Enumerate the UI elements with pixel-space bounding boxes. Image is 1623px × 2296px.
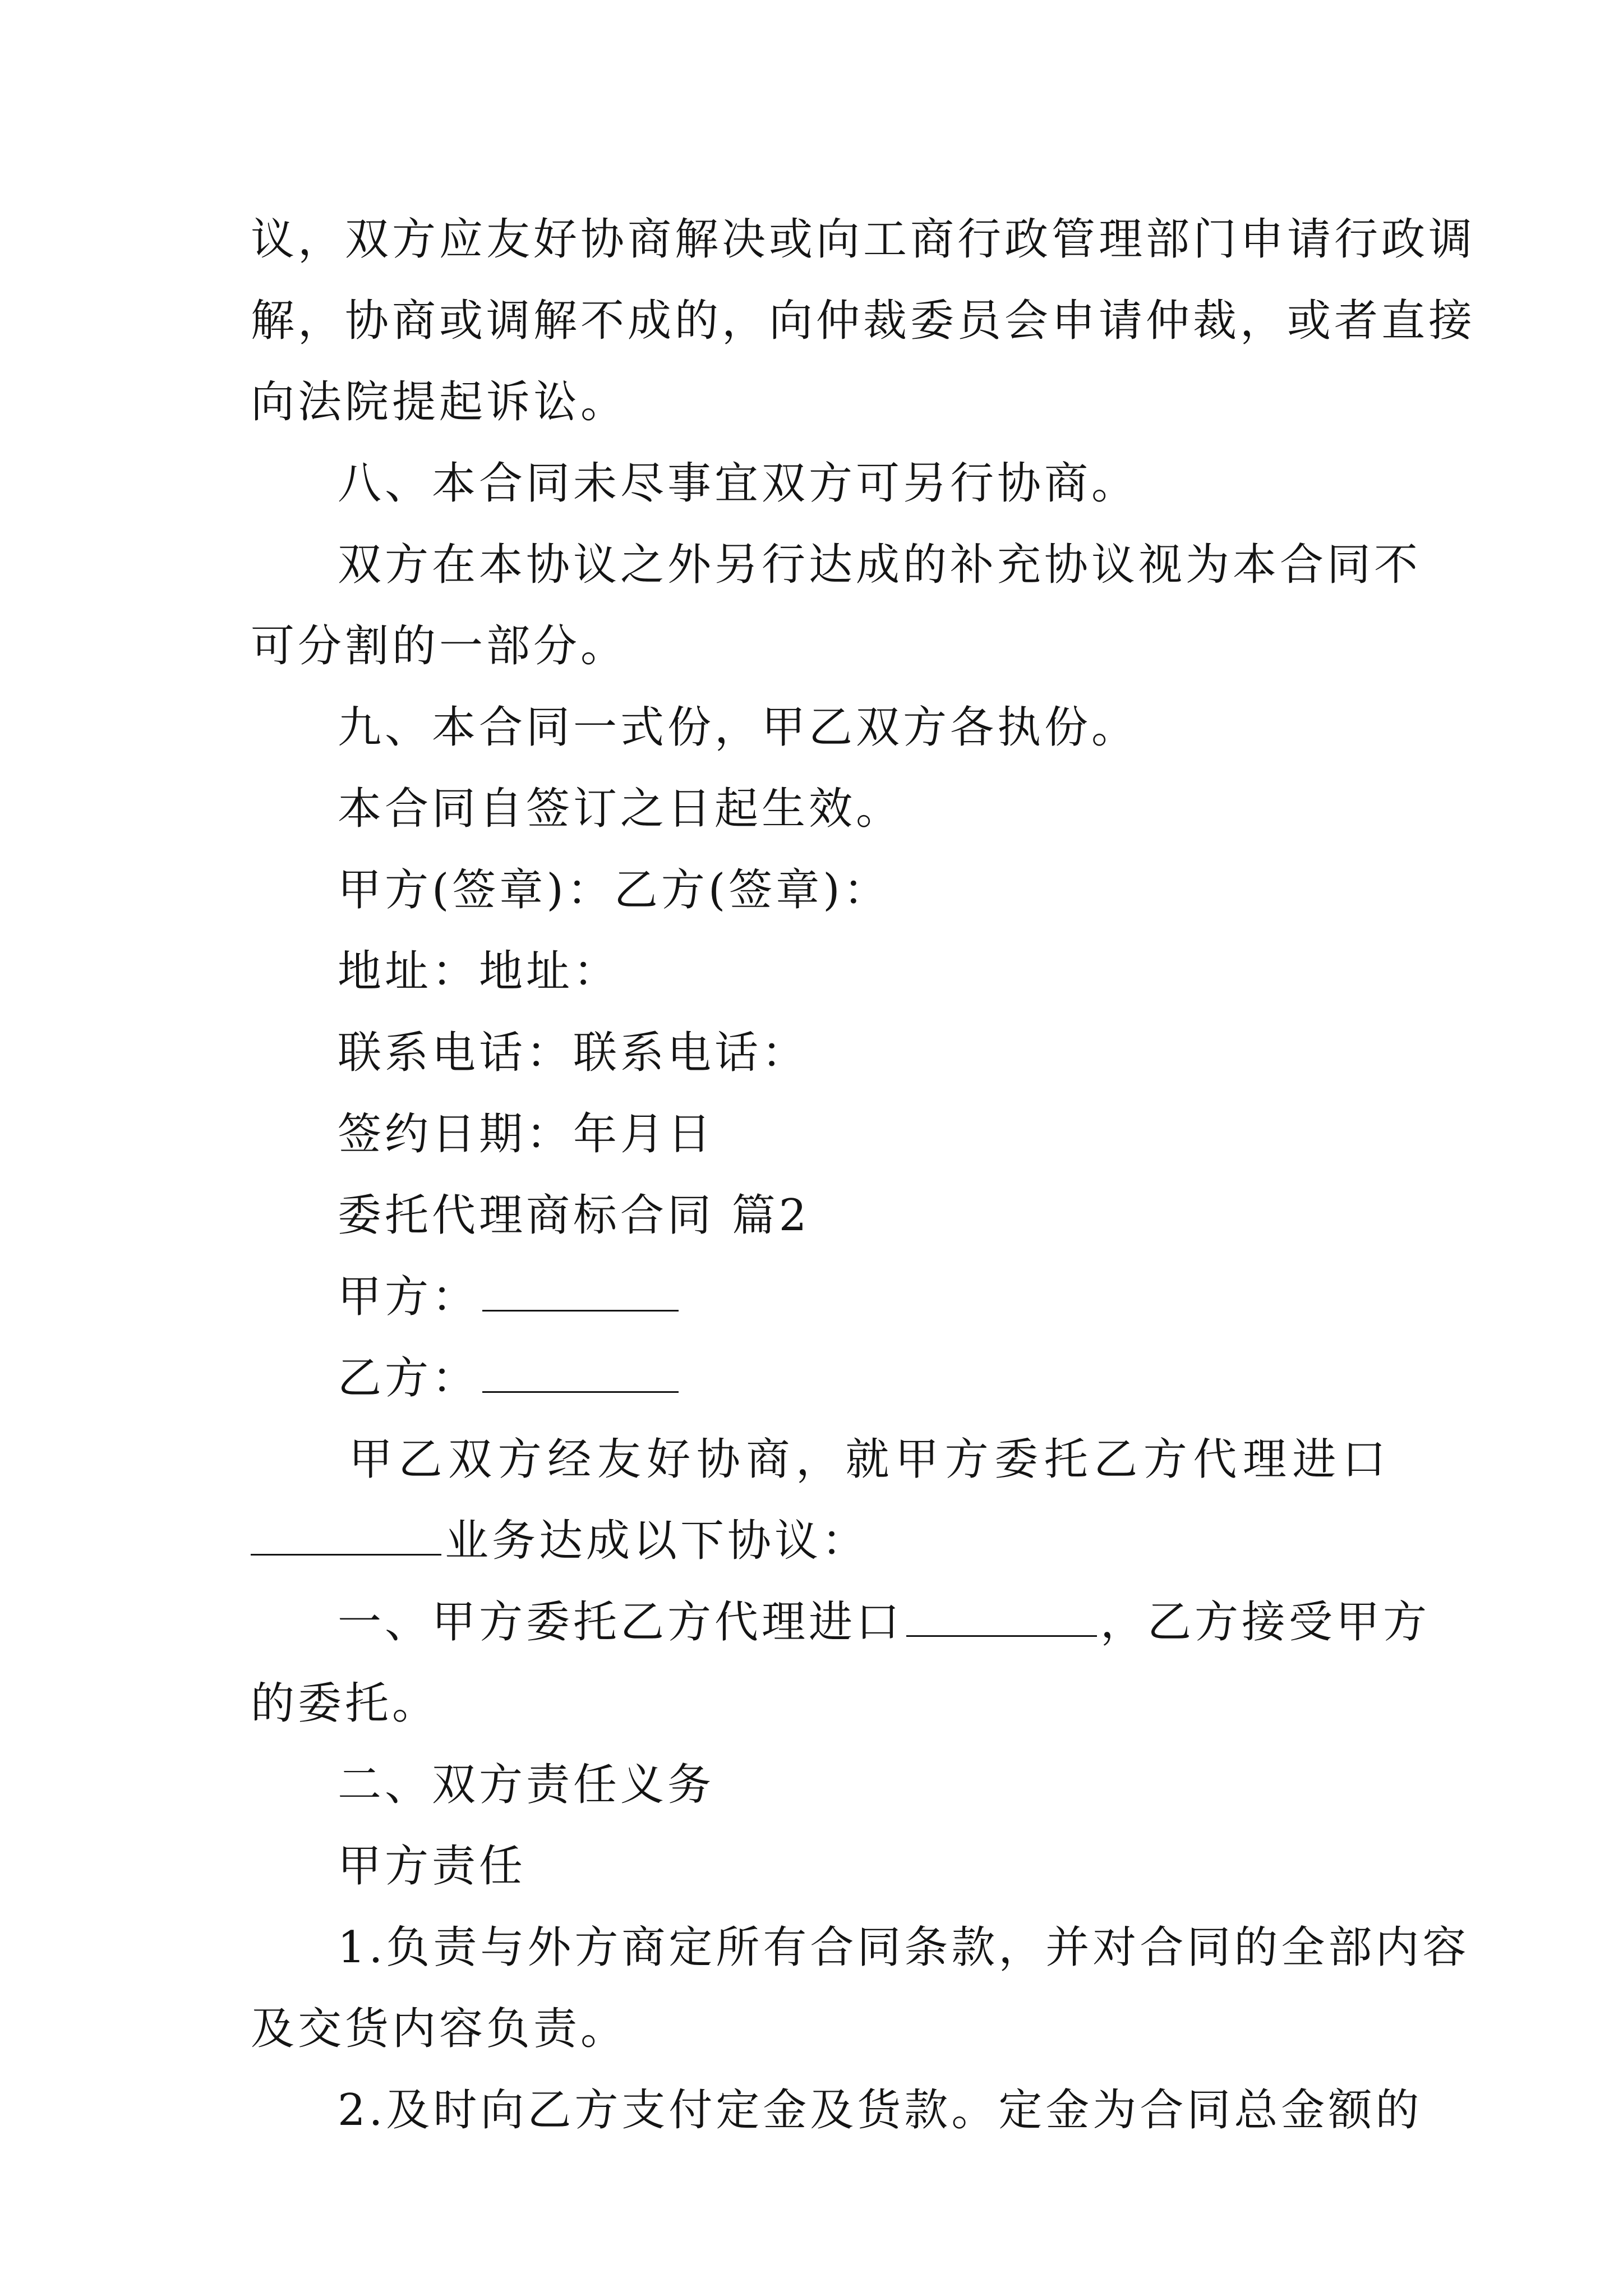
paragraph-text: 业务达成以下协议： xyxy=(445,1516,869,1566)
subheading: 甲方责任 xyxy=(338,1841,527,1892)
section-title: 委托代理商标合同 篇2 xyxy=(338,1190,810,1241)
paragraph-line xyxy=(251,1507,1389,1575)
list-item: 1.负责与外方商定所有合同条款，并对合同的全部内容 xyxy=(338,1922,1470,1973)
party-a-label: 甲方： xyxy=(338,1272,479,1322)
list-item: 2.及时向乙方支付定金及货款。定金为合同总金额的 xyxy=(338,2085,1423,2136)
paragraph-line: 向法院提起诉讼。 xyxy=(251,377,628,427)
paragraph-line: 议，双方应友好协商解决或向工商行政管理部门申请行政调 xyxy=(251,214,1476,265)
paragraph-line: 的委托。 xyxy=(251,1678,440,1729)
party-b-line xyxy=(338,1345,1389,1412)
paragraph-line: 本合同自签订之日起生效。 xyxy=(338,784,903,834)
paragraph-line: 双方在本协议之外另行达成的补充协议视为本合同不 xyxy=(338,540,1422,590)
party-b-label: 乙方： xyxy=(338,1353,479,1404)
paragraph-line: 甲乙双方经友好协商，就甲方委托乙方代理进口 xyxy=(349,1434,1389,1485)
fill-in-blank xyxy=(251,1552,441,1556)
clause-text: 一、甲方委托乙方代理进口 xyxy=(338,1597,903,1648)
signing-date-line: 签约日期：年月日 xyxy=(338,1109,715,1159)
paragraph-line: 解，协商或调解不成的，向仲裁委员会申请仲裁，或者直接 xyxy=(251,296,1476,346)
address-line: 地址：地址： xyxy=(338,946,621,997)
clause-line xyxy=(338,1589,1431,1656)
clause-heading: 二、双方责任义务 xyxy=(338,1760,715,1810)
fill-in-blank xyxy=(482,1308,679,1312)
fill-in-blank xyxy=(482,1389,679,1393)
clause-text: ，乙方接受甲方 xyxy=(1100,1597,1431,1648)
fill-in-blank xyxy=(906,1633,1097,1637)
paragraph-line: 可分割的一部分。 xyxy=(251,621,628,671)
clause-heading: 八、本合同未尽事宜双方可另行协商。 xyxy=(338,458,1139,509)
paragraph-line: 及交货内容负责。 xyxy=(251,2004,628,2054)
signature-party-line: 甲方(签章)：乙方(签章)： xyxy=(338,865,891,915)
clause-heading: 九、本合同一式份，甲乙双方各执份。 xyxy=(338,702,1139,753)
party-a-line xyxy=(338,1263,1389,1331)
phone-line: 联系电话：联系电话： xyxy=(338,1028,809,1078)
